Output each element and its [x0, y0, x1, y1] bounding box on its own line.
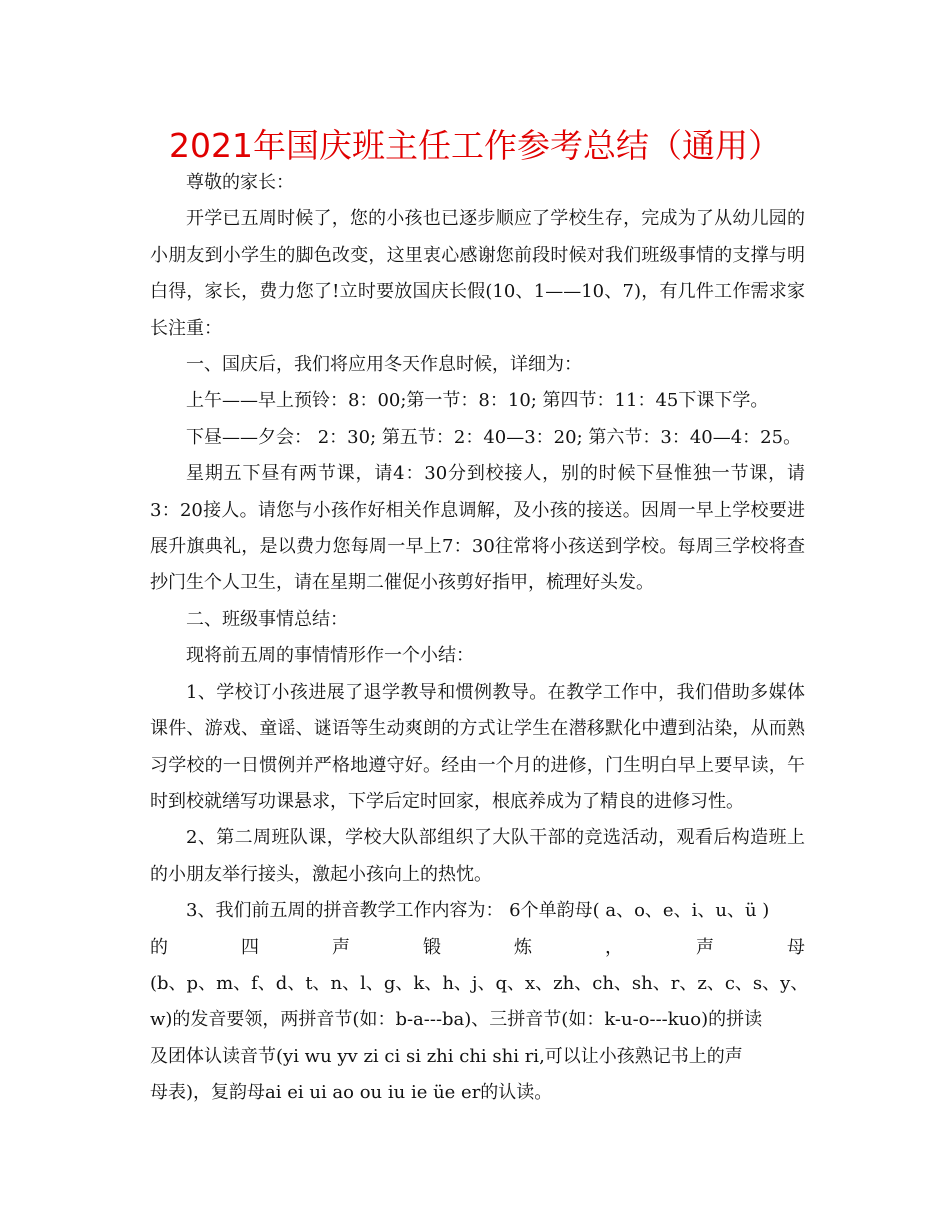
item-3-line: (b、p、m、f、d、t、n、l、g、k、h、j、q、x、zh、ch、sh、r、z、c、s、y、	[150, 972, 809, 994]
notice-paragraph: 星期五下昼有两节课，请4：30分到校接人，别的时候下昼惟独一节课，请3：20接人。请您与小孩作好相关作息调解，及小孩的接送。因周一早上学校要进展升旗典礼，是以费力您每周一早上7：30往常将小孩送到学校。每周三学校将查抄门生个人卫生，请在星期二催促小孩剪好指甲，梳理好头发。	[150, 463, 805, 594]
schedule-morning: 上午——早上预铃：8：00;第一节：8：10; 第四节：11：45下课下学。	[186, 390, 769, 412]
document-body	[150, 165, 809, 1112]
item-3-line: 3、我们前五周的拼音教学工作内容为： 6个单韵母( a、o、e、i、u、ü )	[186, 900, 770, 922]
section1-heading: 一、国庆后，我们将应用冬天作息时候，详细为：	[186, 354, 582, 376]
item-3-line: w)的发音要领，两拼音节(如：b-a---ba)、三拼音节(如：k-u-o---kuo)的拼读	[150, 1009, 763, 1031]
spread-char: 四	[241, 936, 259, 958]
item-2-paragraph: 2、第二周班队课，学校大队部组织了大队干部的竞选活动，观看后构造班上的小朋友举行接头，激起小孩向上的热忱。	[150, 827, 805, 885]
document-title: 2021年国庆班主任工作参考总结（通用）	[169, 126, 781, 165]
item-3-line: 及团体认读音节(yi wu yv zi ci si zhi chi shi ri,可以让小孩熟记书上的声	[150, 1045, 743, 1067]
item-1-paragraph: 1、学校订小孩进展了退学教导和惯例教导。在教学工作中，我们借助多媒体课件、游戏、童谣、谜语等生动爽朗的方式让学生在潜移默化中遭到沾染，从而熟习学校的一日惯例并严格地遵守好。经由一个月的进修，门生明白早上要早读，午时到校就缮写功课悬求，下学后定时回家，根底养成为了精良的进修习性。	[150, 681, 805, 812]
spread-char: 锻	[423, 936, 441, 958]
spread-char: 的	[150, 936, 168, 958]
section2-heading: 二、班级事情总结：	[186, 608, 348, 630]
schedule-afternoon: 下昼——夕会： 2：30; 第五节：2：40—3：20; 第六节：3：40—4：25。	[186, 426, 802, 448]
spread-char: 声	[332, 936, 350, 958]
spread-char: 声	[696, 936, 714, 958]
item-3-line: 母表)，复韵母ai ei ui ao ou iu ie üe er的认读。	[150, 1082, 553, 1104]
spread-char: 炼	[514, 936, 532, 958]
spread-char: 母	[787, 936, 805, 958]
spread-char: ，	[605, 936, 623, 958]
greeting: 尊敬的家长：	[186, 172, 294, 193]
item-3-spread-line	[150, 930, 805, 966]
summary-intro: 现将前五周的事情情形作一个小结：	[186, 645, 474, 667]
item-3-paragraph	[150, 893, 809, 1111]
intro-paragraph: 开学已五周时候了，您的小孩也已逐步顺应了学校生存，完成为了从幼儿园的小朋友到小学生的脚色改变，这里衷心感谢您前段时候对我们班级事情的支撑与明白得，家长，费力您了!立时要放国庆长假(10、1——10、7)，有几件工作需求家长注重：	[150, 208, 805, 339]
